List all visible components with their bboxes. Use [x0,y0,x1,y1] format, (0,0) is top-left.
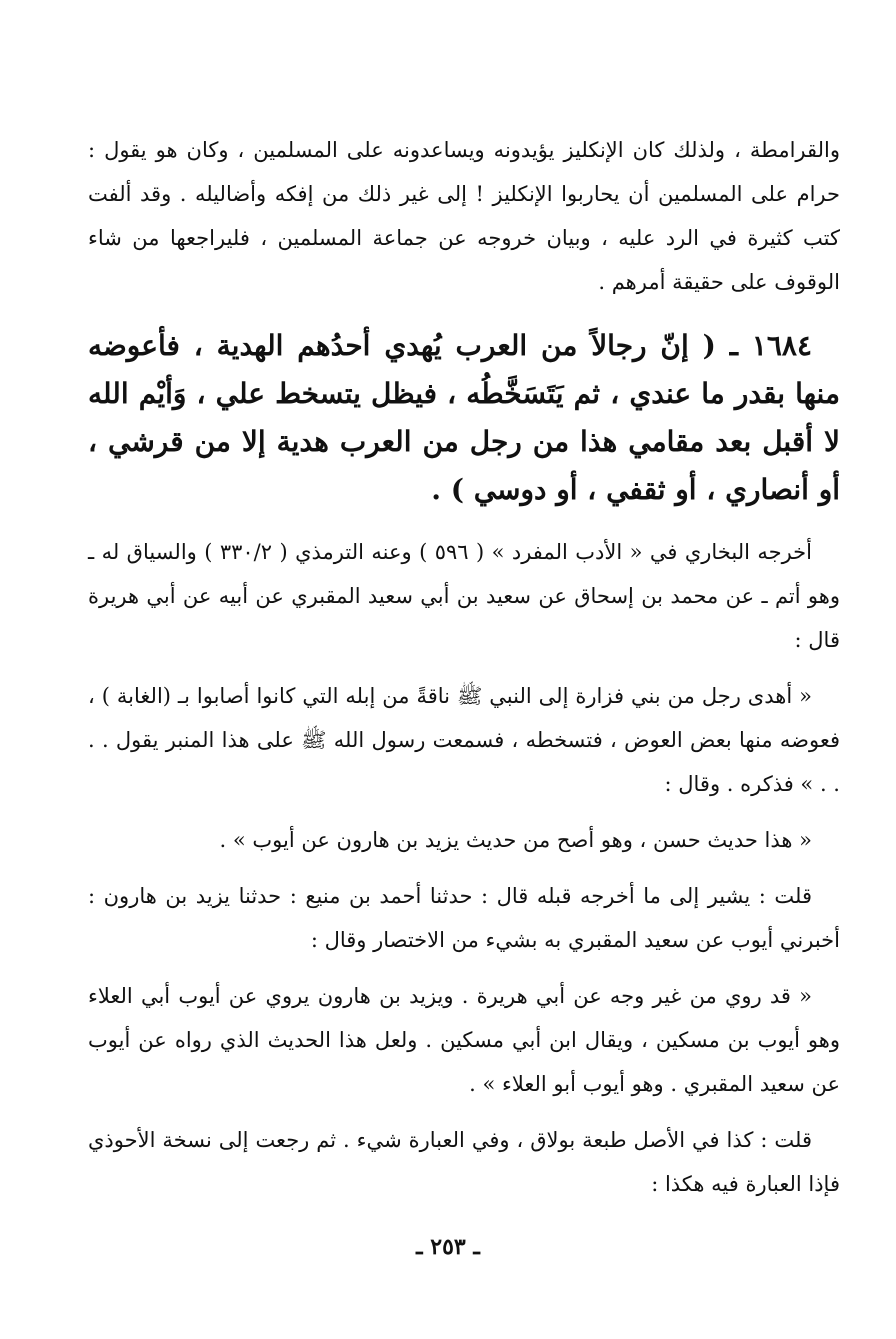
author-note-paragraph: قلت : يشير إلى ما أخرجه قبله قال : حدثنا أحمد بن منيع : حدثنا يزيد بن هارون : أخبرني أيوب عن سعيد المقبري به بشيء من الاختصار وقال : [88,884,840,952]
takhrij-paragraph: أخرجه البخاري في « الأدب المفرد » ( ٥٩٦ ) وعنه الترمذي ( ٣٣٠/٢ ) والسياق له ـ وهو أتم ـ عن محمد بن إسحاق عن سعيد بن أبي سعيد المقبري عن أبيه عن أبي هريرة قال : [88,540,840,652]
tirmidhi-comment: « هذا حديث حسن ، وهو أصح من حديث يزيد بن هارون عن أيوب » . [219,828,812,852]
tirmidhi-quote-paragraph: « قد روي من غير وجه عن أبي هريرة . ويزيد بن هارون يروي عن أيوب أبي العلاء وهو أيوب بن مسكين ، ويقال ابن أبي مسكين . ولعل هذا الحديث الذي رواه عن أيوب عن سعيد المقبري . وهو أيوب أبو العلاء » . [88,984,840,1096]
intro-paragraph: والقرامطة ، ولذلك كان الإنكليز يؤيدونه ويساعدونه على المسلمين ، وكان هو يقول : حرام على المسلمين أن يحاربوا الإنكليز ! إلى غير ذلك من إفكه وأضاليله . وقد ألفت كتب كثيرة في الرد عليه ، وبيان خروجه عن جماعة المسلمين ، فليراجعها من شاء الوقوف على حقيقة أمرهم . [88,138,840,294]
hadith-text: ١٦٨٤ ـ ( إنّ رجالاً من العرب يُهدي أحدُهم الهدية ، فأعوضه منها بقدر ما عندي ، ثم يَتَسَخَّطُه ، فيظل يتسخط علي ، وَأيْم الله لا أقبل بعد مقامي هذا من رجل من العرب هدية إلا من قرشي ، أو أنصاري ، أو ثقفي ، أو دوسي ) . [88,329,840,506]
page-body [88,128,840,1206]
quote-paragraph: « أهدى رجل من بني فزارة إلى النبي ﷺ ناقةً من إبله التي كانوا أصابوا بـ (الغابة ) ، فعوضه منها بعض العوض ، فتسخطه ، فسمعت رسول الله ﷺ على هذا المنبر يقول . . . . » فذكره . وقال : [88,684,840,796]
page-number: ـ ٢٥٣ ـ [416,1234,480,1260]
closing-note-paragraph: قلت : كذا في الأصل طبعة بولاق ، وفي العبارة شيء . ثم رجعت إلى نسخة الأحوذي فإذا العبارة فيه هكذا : [88,1128,840,1196]
